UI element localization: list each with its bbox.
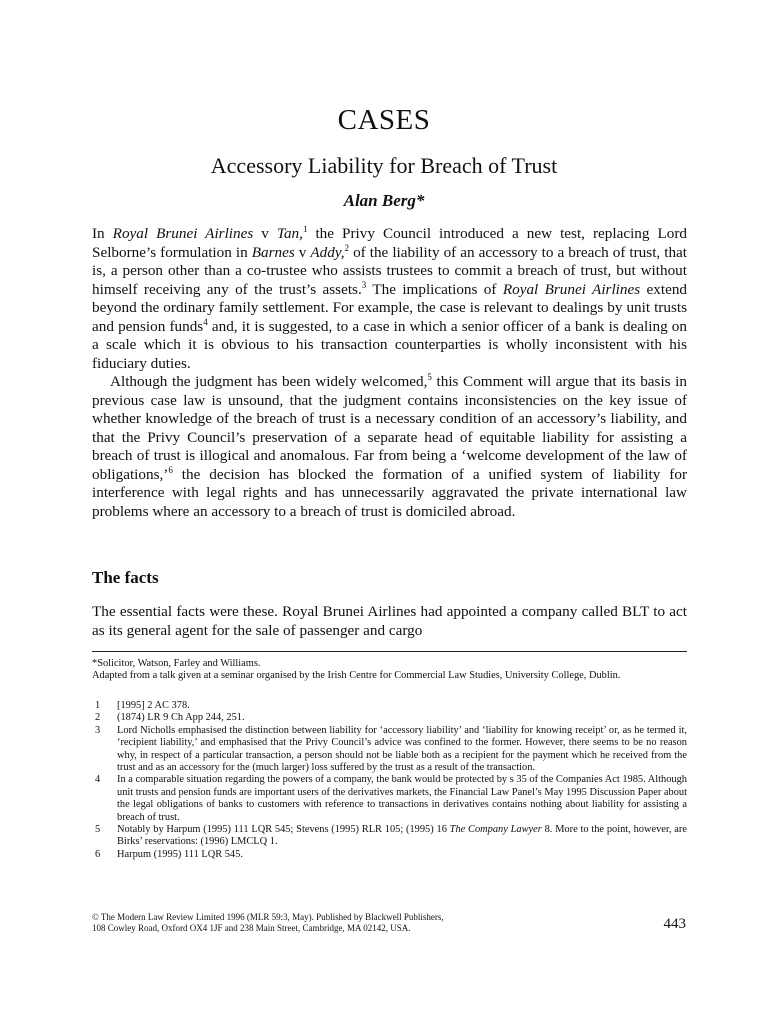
- footnote-number: 2: [95, 712, 101, 724]
- text-run: Lord Nicholls emphasised the distinction between liability for ‘accessory liability’ and ‘liability for knowing receipt’ or, as he termed it, ‘recipient liability,’ and emphasised that the Privy Council’s advice was confined to the former. However, there seems to be no reason why, in respect of a particular transaction, a person should not be liable both as a recipient for the payment which he received from the trust and as an accessory for the (much larger) loss suffered by the trust as a result of the transaction.: [117, 724, 687, 774]
- publisher-line: 108 Cowley Road, Oxford OX4 1JF and 238 Main Street, Cambridge, MA 02142, USA.: [92, 923, 411, 933]
- footnote-text: [117, 774, 687, 824]
- text-run: this Comment will argue that its basis in previous case law is unsound, that the judgment contains inconsistencies on the key issue of whether knowledge of the breach of trust is a necessary condition of an accessory’s liability, and that the Privy Council’s preservation of a separate head of equitable liability for assisting a breach of trust is illogical and anomalous. Far from being a ‘welcome development of the law of obligations,’: [92, 373, 687, 483]
- text-run: extend beyond the ordinary family settlement. For example, the case is relevant to dealings by unit trusts and pension funds: [92, 280, 688, 335]
- footnote-number: 5: [95, 824, 101, 836]
- italic-text: Barnes: [251, 243, 295, 261]
- text-run: v: [253, 225, 277, 242]
- italic-text: Tan,: [276, 225, 303, 242]
- footnote-ref: 4: [203, 316, 208, 327]
- article-title: Accessory Liability for Breach of Trust: [210, 153, 558, 178]
- facts-heading: The facts: [92, 568, 159, 587]
- body-paragraph: [92, 225, 687, 373]
- author-name: Alan Berg*: [343, 191, 425, 210]
- footnote-item: [92, 849, 687, 861]
- text-run: the decision has blocked the formation of a unified system of liability for interference with legal rights and has unnecessarily aggravated the private international law problems where an accessory to a breach of trust is domiciled abroad.: [92, 465, 687, 520]
- footnote-ref: 1: [302, 223, 308, 234]
- footnote-text: [117, 700, 687, 712]
- text-run: Although the judgment has been widely welcomed,: [110, 373, 428, 390]
- page-number: 443: [663, 916, 686, 932]
- affiliation-line: Adapted from a talk given at a seminar organised by the Irish Centre for Commercial Law Studies, University College, Dublin.: [92, 670, 621, 682]
- author-affiliation: [92, 658, 687, 683]
- text-run: v: [294, 243, 311, 261]
- italic-text: Addy,: [310, 243, 345, 261]
- text-run: In: [92, 225, 113, 242]
- footnote-ref: 3: [361, 279, 367, 290]
- facts-paragraph: The essential facts were these. Royal Brunei Airlines had appointed a company called BLT to act as its general agent for the sale of passenger and cargo: [92, 603, 687, 639]
- text-run: Harpum (1995) 111 LQR 545.: [117, 848, 243, 860]
- footnotes: [92, 700, 687, 861]
- footnote-rule: [92, 651, 687, 652]
- footnote-text: [117, 712, 687, 724]
- footnote-number: 4: [95, 774, 101, 786]
- text-run: of the liability of an accessory to a breach of trust, that is, a person other than a co-trustee who assists trustees to commit a breach of trust, but without himself receiving any of the trust’s assets.: [92, 243, 688, 298]
- text-run: and, it is suggested, to a case in which a senior officer of a bank is dealing on a scale which it is obvious to his transaction counterparties is wholly inconsistent with his fiduciary duties.: [92, 317, 687, 372]
- footnote-ref: 2: [344, 242, 350, 253]
- text-run: The implications of: [366, 280, 503, 298]
- text-run: 8. More to the point, however, are Birks’ reservations: (1996) LMCLQ 1.: [117, 824, 687, 848]
- italic-text: Royal Brunei Airlines: [502, 280, 641, 298]
- italic-text: Royal Brunei Airlines: [112, 225, 254, 242]
- publisher-notice: [92, 912, 612, 934]
- footnote-ref: 5: [427, 371, 432, 382]
- footnote-number: 3: [95, 724, 101, 736]
- footnote-text: [117, 824, 687, 849]
- section-heading: CASES: [337, 104, 431, 136]
- footnote-item: [92, 700, 687, 712]
- footnote-number: 6: [95, 848, 101, 860]
- affiliation-line: *Solicitor, Watson, Farley and Williams.: [92, 658, 261, 669]
- intro-text: [92, 225, 687, 521]
- body-paragraph: [92, 373, 687, 521]
- text-run: In a comparable situation regarding the powers of a company, the bank would be protected by s 35 of the Companies Act 1985. Although unit trusts and pension funds are important users of the derivatives markets, the Financial Law Panel’s May 1995 Discussion Paper about the legal obligations of banks to customers with reference to transactions in derivatives contains nothing about liability for assisting a breach of trust.: [117, 774, 687, 823]
- publisher-line: © The Modern Law Review Limited 1996 (MLR 59:3, May). Published by Blackwell Publishers,: [92, 912, 444, 922]
- footnote-text: [117, 849, 687, 861]
- italic-text: The Company Lawyer: [449, 824, 542, 836]
- facts-text: [92, 603, 687, 640]
- text-run: Notably by Harpum (1995) 111 LQR 545; Stevens (1995) RLR 105; (1995) 16: [117, 824, 450, 836]
- text-run: the Privy Council introduced a new test, replacing Lord Selborne’s formulation in: [92, 225, 688, 261]
- text-run: (1874) LR 9 Ch App 244, 251.: [117, 712, 245, 724]
- footnote-ref: 6: [168, 464, 173, 475]
- footnote-item: [92, 824, 687, 849]
- footnote-item: [92, 712, 687, 724]
- footnote-text: [117, 725, 687, 775]
- text-run: [1995] 2 AC 378.: [117, 700, 190, 711]
- footnote-number: 1: [95, 700, 101, 711]
- footnote-item: [92, 725, 687, 775]
- footnote-item: [92, 774, 687, 824]
